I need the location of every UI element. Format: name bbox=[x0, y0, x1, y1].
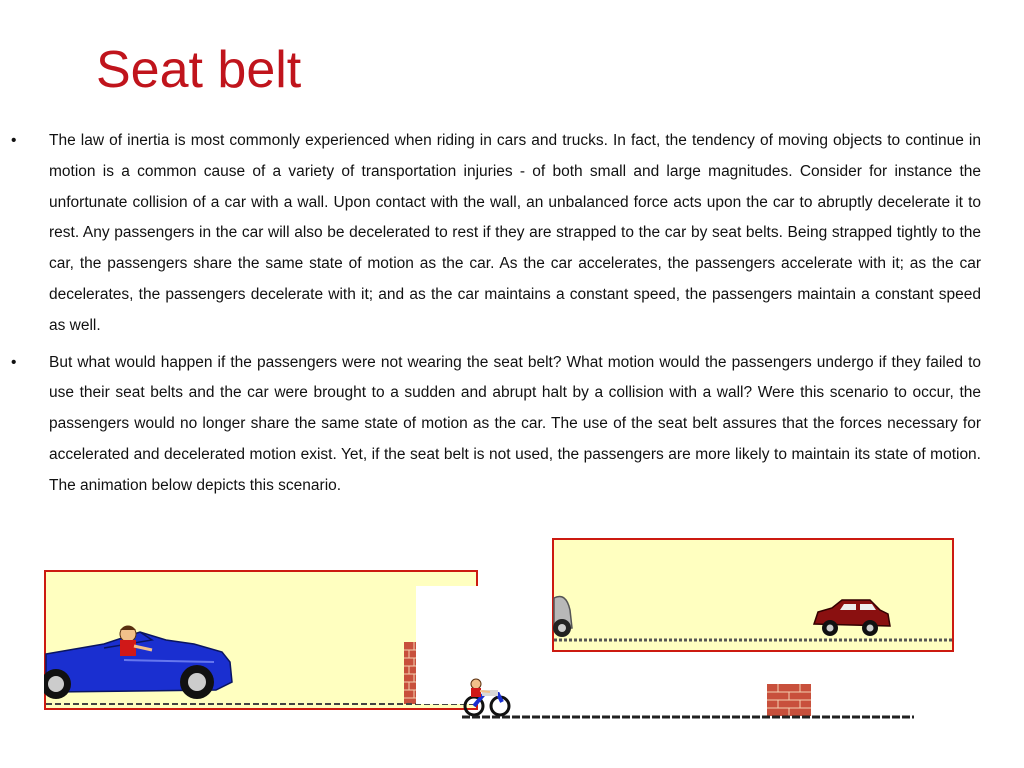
panel-background bbox=[553, 539, 953, 651]
bullet-text: The law of inertia is most commonly experienced when riding in cars and trucks. In fact, the tendency of moving objects to continue in motion is a common cause of a variety of transportation injuries - of both small and large magnitudes. Consider for instance the unfortunate collision of a car with a wall. Upon contact with the wall, an unbalanced force acts upon the car to abruptly decelerate it to rest. Any passengers in the car will also be decelerated to rest if they are strapped to the car by seat belts. Being strapped tightly to the car, the passengers share the same state of motion as the car. As the car accelerates, the passengers accelerate with it; as the car decelerates, the passengers decelerate with it; and as the car maintains a constant speed, the passengers maintain a constant speed as well. bbox=[49, 132, 981, 334]
slide-title: Seat belt bbox=[96, 41, 302, 99]
bullet-text: But what would happen if the passengers were not wearing the seat belt? What motion would the passengers undergo if they failed to use their seat belts and the car were brought to a sudden and abrupt halt by a collision with a wall? Were this scenario to occur, the passengers would no longer share the same state of motion as the car. The use of the seat belt assures that the forces necessary for accelerated and decelerated motion exist. Yet, if the seat belt is not used, the passengers are more likely to maintain its state of motion. The animation below depicts this scenario. bbox=[49, 353, 981, 494]
red-car-illustration bbox=[552, 538, 954, 652]
convertible-car-illustration bbox=[44, 570, 478, 710]
bullet-item bbox=[11, 126, 981, 342]
bullet-marker: • bbox=[11, 353, 17, 371]
bullet-marker: • bbox=[11, 132, 17, 149]
white-backdrop bbox=[416, 586, 478, 704]
brick-block bbox=[767, 684, 811, 716]
bullet-list bbox=[0, 126, 1024, 508]
bullet-item bbox=[11, 348, 981, 502]
